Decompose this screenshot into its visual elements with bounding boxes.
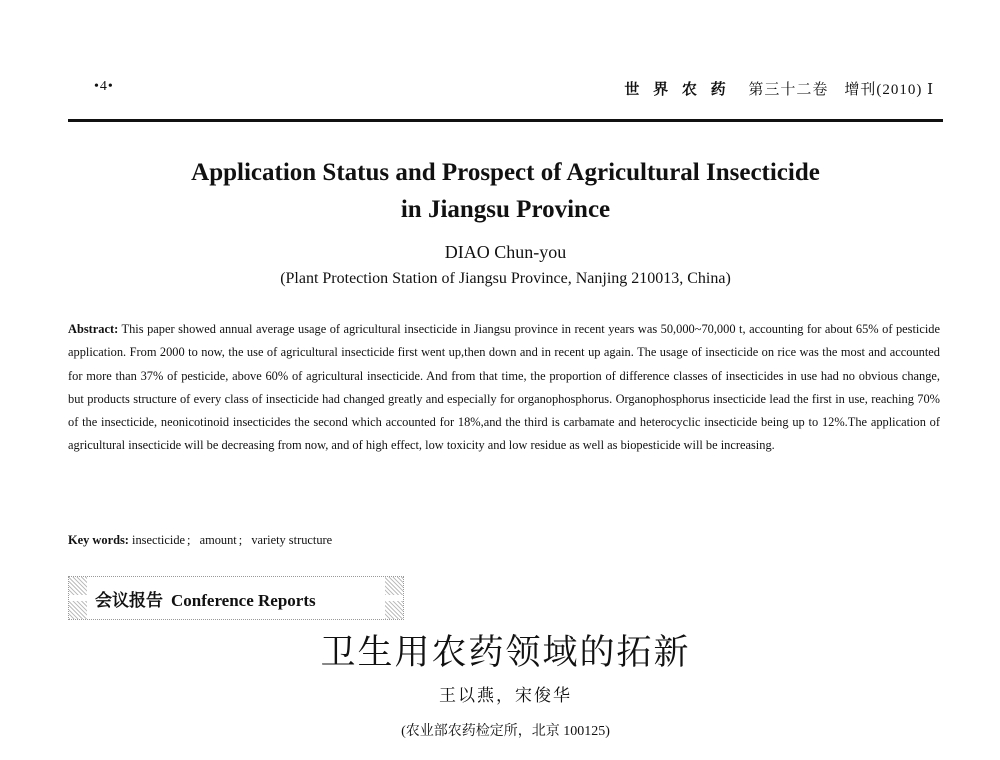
next-article-affiliation: (农业部农药检定所，北京 100125) [401,724,610,739]
keywords: Key words: insecticide ; amount ; variety structure [68,533,333,547]
abstract-label: Abstract: [68,322,119,336]
journal-volume: 第三十二卷 增刊(2010) Ⅰ [748,82,934,98]
corner-pattern [69,577,87,595]
journal-info [624,78,934,99]
article-affiliation: (Plant Protection Station of Jiangsu Province, Nanjing 210013, China) [280,270,731,287]
abstract-text: This paper showed annual average usage of agricultural insecticide in Jiangsu province in recent years was 50,000~70,000 t, accounting for about 65% of pesticide application. From 2000 to now, the use of agricultural insecticide first went up,then down and in recent up again. The usage of insecticide on rice was the most and accounted for more than 37% of pesticide, above 60% of agricultural insecticide. And from that time, the proportion of difference classes of insecticides in use had no obvious change, but products structure of every class of insecticide had changed greatly and especially for organophosphorus. Organophosphorus insecticide lead the first in use, reaching 70% of the insecticide, neonicotinoid insecticides the second which accounted for 18%,and the third is carbamate and heterocyclic insecticide being up to 12%.The application of agricultural insecticide will be decreasing from now, and of high effect, low toxicity and low residue as well as biopesticide will be increasing. [68,322,941,453]
article-author: DIAO Chun-you [444,242,567,262]
corner-pattern [385,601,403,619]
article-title-line2: in Jiangsu Province [400,196,611,223]
keyword: variety structure [251,533,333,547]
header-rule [68,119,943,122]
keywords-label: Key words: [68,533,129,547]
section-banner [68,576,404,620]
next-article-authors: 王以燕，宋俊华 [439,686,572,705]
section-label [95,586,316,611]
abstract [68,318,940,458]
page-header [68,76,942,100]
article-title [68,154,943,228]
next-article-title: 卫生用农药领域的拓新 [320,633,691,672]
keyword: amount [199,533,237,547]
section-label-cn: 会议报告 [95,591,163,610]
corner-pattern [385,577,403,595]
journal-name: 世 界 农 药 [624,82,731,98]
corner-pattern [69,601,87,619]
article-title-line1: Application Status and Prospect of Agricultural Insecticide [191,159,820,186]
page-number: •4• [94,79,114,94]
keyword: insecticide [132,533,186,547]
section-label-en: Conference Reports [171,591,316,610]
